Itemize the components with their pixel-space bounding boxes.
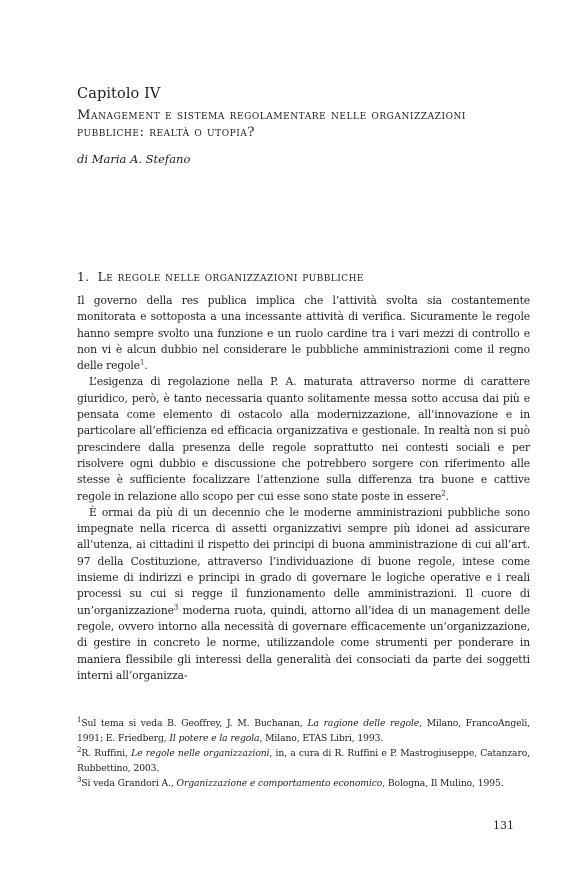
paragraph: È ormai da più di un decennio che le moderne amministrazioni pubbliche sono impegnate nella ricerca di assetti organizzativi sempre più idonei ad assicurare all’utenza, ai cittadini il rispetto dei principi di buona amministrazione di cui all’art. 97 della Costituzione, attraverso l’individuazione di buone regole, intese come insieme di indirizzi e principi in grado di governare le logiche operative e i reali processi su cui si regge il funzionamento delle amministrazioni. Il cuore di un’organizzazione$^3$ moderna ruota, quindi, attorno all’idea di un management delle regole, ovvero intorno alla necessità di governare efficacemente un’organizzazione, di gestire in concreto le norme, utilizzandole come strumenti per ponderare in maniera flessibile gli interessi della generalità dei consociati da parte dei soggetti interni all’organizza-	[77, 505, 530, 682]
paragraph: Il governo della res publica implica che l’attività svolta sia costantemente monitorata e sottoposta a una incessante attività di verifica. Sicuramente le regole hanno sempre svolto una funzione e un ruolo cardine tra i vari mezzi di controllo e non vi è alcun dubbio nel considerare le pubbliche amministrazioni come il regno delle regole$^1$.	[77, 294, 530, 373]
paragraph: L’esigenza di regolazione nella P. A. maturata attraverso norme di carattere giuridico, però, è tanto necessaria quanto solitamente messa sotto accusa dai più e pensata come elemento di ostacolo alla modernizzazione, all’innovazione e in particolare all’efficienza ed efficacia organizzativa e gestionale. In realtà non si può prescindere dalla presenza delle regole soprattutto nei contesti sociali e per risolvere ogni dubbio e discussione che potrebbero sorgere con riferimento alle stesse è sufficiente focalizzare l’attenzione sulla differenza tra buone e cattive regole in relazione allo scopo per cui esse sono state poste in essere$^2$.	[77, 375, 530, 503]
section-title: Le regole nelle organizzazioni pubbliche	[97, 270, 364, 284]
body-text	[77, 293, 530, 684]
footnote-ref[interactable]: 2	[441, 489, 446, 497]
footnote-ref[interactable]: 1	[139, 358, 145, 367]
footnote-ref[interactable]: 3	[173, 603, 179, 612]
chapter-title: Management e sistema regolamentare nelle organizzazioni pubbliche: realtà o utopia?	[77, 108, 467, 140]
section-heading	[77, 270, 537, 284]
section-number: 1.	[77, 270, 90, 284]
chapter-label: Capitolo IV	[77, 86, 161, 102]
footnote: $^3$Si veda Grandori A., Organizzazione e comportamento economico, Bologna, Il Mulino, 1995.	[77, 775, 504, 789]
footnote: $^2$R. Ruffini, Le regole nelle organizzazioni, in, a cura di R. Ruffini e P. Mastrogiuseppe, Catanzaro, Rubbettino, 2003.	[77, 745, 530, 774]
chapter-author: di Maria A. Stefano	[77, 152, 191, 166]
footnote: $^1$Sul tema si veda B. Geoffrey, J. M. Buchanan, La ragione delle regole, Milano, FrancoAngeli, 1991; E. Friedberg, Il potere e la regola, Milano, ETAS Libri, 1993.	[77, 715, 530, 744]
footnotes	[77, 716, 530, 791]
page-number: 131	[493, 819, 514, 832]
